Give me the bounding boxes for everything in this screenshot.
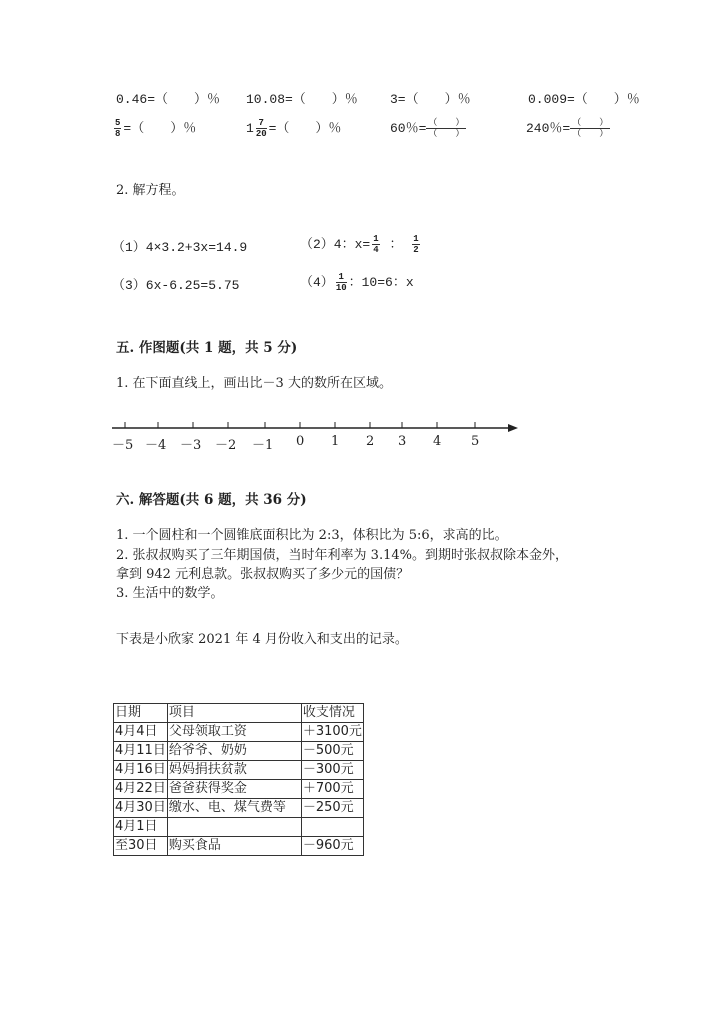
cell-date: 4月30日 [114, 799, 168, 818]
section-6-heading: 六. 解答题(共 6 题，共 36 分) [116, 492, 307, 508]
cell-amount: ＋3100元 [301, 723, 363, 742]
cell-item: 购买食品 [167, 837, 301, 856]
fraction: $\frac{7}{20}$ [255, 118, 267, 140]
blank-fraction: （ ） （ ） [428, 118, 465, 140]
cell-amount: －300元 [301, 761, 363, 780]
cell-item: 缴水、电、煤气费等 [167, 799, 301, 818]
conversion-6: 1 $\frac{7}{20}$ =（ ）％ [246, 118, 342, 140]
header-amount: 收支情况 [301, 704, 363, 723]
cell-amount: －960元 [301, 837, 363, 856]
conversion-3: 3=（ ）％ [390, 92, 471, 107]
tick-label: －2 [215, 438, 237, 453]
table-row [114, 723, 364, 742]
header-date: 日期 [114, 704, 168, 723]
tick-label: －3 [180, 438, 202, 453]
cell-date: 4月11日 [114, 742, 168, 761]
tick-label: 4 [433, 434, 442, 449]
cell-date: 4月16日 [114, 761, 168, 780]
cell-item [167, 818, 301, 837]
tick-label: 1 [331, 434, 340, 449]
table-row [114, 837, 364, 856]
header-item: 项目 [167, 704, 301, 723]
cell-date: 4月1日 [114, 818, 168, 837]
conversion-5: $\frac{5}{8}$ =（ ）％ [115, 118, 197, 140]
income-expense-table [113, 703, 364, 856]
fraction: $\frac{5}{8}$ [115, 118, 121, 140]
tick-label: －4 [145, 438, 167, 453]
cell-item: 给爷爷、奶奶 [167, 742, 301, 761]
table-row [114, 780, 364, 799]
cell-item: 妈妈捐扶贫款 [167, 761, 301, 780]
conversion-2: 10.08=（ ）％ [246, 92, 358, 107]
equation-2: （2）4：x= $\frac{1}{4}$ ： $\frac{1}{2}$ [300, 234, 419, 256]
tick-label: 0 [296, 434, 305, 449]
table-row [114, 742, 364, 761]
conversion-1: 0.46=（ ）％ [116, 92, 221, 107]
tick-label: 2 [366, 434, 375, 449]
cell-date: 4月4日 [114, 723, 168, 742]
equation-4: （4） $\frac{1}{10}$ ：10=6：x [300, 272, 414, 294]
number-line [110, 418, 520, 438]
section-6-q2-cont: 拿到 942 元利息款。张叔叔购买了多少元的国债？ [116, 567, 410, 582]
section-6-q3: 3. 生活中的数学。 [116, 586, 224, 601]
cell-amount: －250元 [301, 799, 363, 818]
section-6-q2: 2. 张叔叔购买了三年期国债，当时年利率为 3.14%。到期时张叔叔除本金外， [116, 548, 568, 563]
cell-date: 至30日 [114, 837, 168, 856]
cell-item: 父母领取工资 [167, 723, 301, 742]
table-row [114, 799, 364, 818]
cell-amount: ＋700元 [301, 780, 363, 799]
table-row [114, 761, 364, 780]
section-5-q1: 1. 在下面直线上，画出比－3 大的数所在区域。 [116, 376, 392, 391]
tick-label: 3 [398, 434, 407, 449]
q2-title: 2. 解方程。 [116, 183, 185, 198]
tick-label: －1 [252, 438, 274, 453]
table-header [114, 704, 364, 723]
table-row [114, 818, 364, 837]
section-6-q1: 1. 一个圆柱和一个圆锥底面积比为 2:3，体积比为 5:6，求高的比。 [116, 528, 508, 543]
cell-amount: －500元 [301, 742, 363, 761]
tick-label: 5 [471, 434, 480, 449]
blank-fraction: （ ） （ ） [572, 118, 609, 140]
equation-3: （3）6x-6.25=5.75 [112, 278, 240, 293]
conversion-4: 0.009=（ ）％ [528, 92, 640, 107]
conversion-8: 240％= （ ） （ ） [526, 118, 609, 140]
table-intro: 下表是小欣家 2021 年 4 月份收入和支出的记录。 [116, 632, 408, 647]
equation-1: （1）4×3.2+3x=14.9 [112, 240, 248, 255]
tick-label: －5 [112, 438, 134, 453]
arrow-icon [508, 424, 518, 432]
cell-item: 爸爸获得奖金 [167, 780, 301, 799]
cell-amount [301, 818, 363, 837]
section-5-heading: 五. 作图题(共 1 题，共 5 分) [116, 340, 298, 356]
cell-date: 4月22日 [114, 780, 168, 799]
conversion-7: 60％= （ ） （ ） [390, 118, 465, 140]
